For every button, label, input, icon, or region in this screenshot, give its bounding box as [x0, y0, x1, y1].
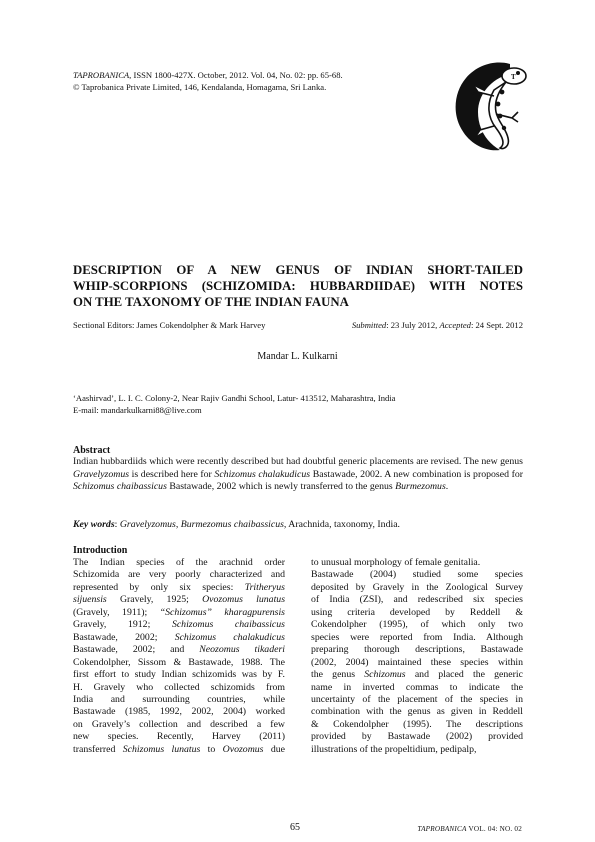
genus-name: Gravelyzomus	[73, 468, 130, 480]
body-line: (Gravely, 1911); “Schizomus” kharagpurensis	[73, 606, 285, 618]
article-title	[73, 263, 523, 310]
abstract-part: Indian hubbardiids which were recently described but had doubtful generic placements are revised. The new genus	[73, 456, 523, 467]
keyword-genus: Gravelyzomus	[119, 519, 176, 530]
body-line: The Indian species of the arachnid order	[73, 557, 285, 568]
abstract-part: .	[445, 481, 449, 493]
body-line: Gravely, 1912; Schizomus chaibassicus	[73, 619, 285, 631]
body-line: of India (ZSI), and redescribed six species	[311, 594, 523, 606]
body-line: transferred Schizomus lunatus to Ovozomus due	[73, 743, 285, 755]
body-line: illustrations of the propeltidium, pedipalp,	[311, 743, 477, 755]
body-line: the genus Schizomus and placed the generic	[311, 669, 523, 681]
submitted-date: : 23 July 2012,	[386, 320, 440, 330]
body-line: on Gravely’s collection and described a few	[73, 718, 285, 730]
footer-journal	[417, 825, 522, 833]
body-line: Cokendolpher, Sissom & Bastawade, 1988. The	[73, 656, 285, 668]
body-line: to unusual morphology of female genitalia.	[311, 557, 481, 568]
body-line: Schizomida are very poorly characterized and	[73, 569, 285, 581]
abstract-text	[73, 456, 523, 494]
title-line-2: WHIP-SCORPIONS (SCHIZOMIDA: HUBBARDIIDAE) WITH NOTES	[73, 278, 523, 293]
body-line: species were reported from India. Although	[311, 631, 523, 643]
body-line: Bastawade (2004) studied some species	[311, 569, 523, 581]
issn-line: , ISSN 1800-427X. October, 2012. Vol. 04, No. 02: pp. 65-68.	[129, 70, 343, 80]
keywords-sep: ,	[175, 519, 181, 530]
body-line: India and surrounding countries, while	[73, 693, 285, 705]
keywords-label: Key words	[73, 519, 115, 530]
svg-text:T: T	[511, 73, 516, 81]
body-line: Bastawade (1985, 1992, 2002, 2004) worked	[73, 706, 285, 718]
editors-line	[73, 320, 523, 330]
title-line-1: DESCRIPTION OF A NEW GENUS OF INDIAN SHORT-TAILED	[73, 263, 523, 277]
sectional-editors: Sectional Editors: James Cokendolpher & Mark Harvey	[73, 320, 266, 330]
species-name: Schizomus chalakudicus	[214, 468, 311, 480]
submission-dates	[352, 320, 523, 330]
body-line: Cokendolpher (1995), of which only two	[311, 619, 523, 631]
body-line: first effort to study Indian schizomids was by F.	[73, 669, 285, 681]
address-line: ‘Aashirvad’, L. I. C. Colony-2, Near Rajiv Gandhi School, Latur- 413512, Maharashtra, India	[73, 393, 396, 403]
body-line: new species. Recently, Harvey (2011)	[73, 731, 285, 743]
journal-logo	[448, 58, 534, 154]
keywords-sep: :	[114, 519, 120, 530]
genus-name: Burmezomus	[395, 481, 446, 493]
species-name: Schizomus chaibassicus	[73, 481, 167, 493]
body-line: Bastawade, 2002; Schizomus chalakudicus	[73, 631, 285, 643]
journal-name: TAPROBANICA	[73, 70, 130, 80]
accepted-label: Accepted	[439, 320, 471, 330]
body-line: deposited by Gravely in the Zoological Survey	[311, 581, 523, 593]
body-line: combination with the genus as given in Reddell	[311, 706, 523, 718]
introduction-heading: Introduction	[73, 545, 128, 556]
body-line: H. Gravely who collected schizomids from	[73, 681, 285, 693]
footer-volume: VOL. 04: NO. 02	[466, 825, 522, 833]
abstract-part: Bastawade, 2002. A new combination is proposed for	[310, 468, 523, 480]
body-line: (2002, 2004) maintained these species within	[311, 656, 523, 668]
keyword-species: Burmezomus chaibassicus	[180, 519, 284, 530]
introduction-column-2	[311, 557, 523, 756]
body-line: name in inverted commas to indicate the	[311, 681, 523, 693]
body-line: using criteria developed by Reddell &	[311, 606, 523, 618]
author-address	[73, 393, 523, 416]
header-citation	[73, 70, 473, 82]
abstract-part: is described here for	[129, 468, 215, 480]
body-line: uncertainty of the placement of the species in	[311, 693, 523, 705]
abstract-part: Bastawade, 2002 which is newly transferred to the genus	[166, 481, 396, 493]
accepted-date: : 24 Sept. 2012	[470, 320, 523, 330]
header-copyright: © Taprobanica Private Limited, 146, Kendalanda, Homagama, Sri Lanka.	[73, 81, 327, 92]
email-line[interactable]: E-mail: mandarkulkarni88@live.com	[73, 404, 202, 415]
body-line: & Cokendolpher (1995). The descriptions	[311, 718, 523, 730]
body-line: Bastawade, 2002; and Neozomus tikaderi	[73, 644, 285, 656]
body-line: provided by Bastawade (2002) provided	[311, 731, 523, 743]
introduction-column-1	[73, 557, 285, 756]
body-line: represented by only six species: Tritheryus	[73, 581, 285, 593]
keywords	[73, 519, 523, 530]
title-line-3: ON THE TAXONOMY OF THE INDIAN FAUNA	[73, 294, 349, 309]
footer-journal-name: TAPROBANICA	[417, 825, 467, 833]
body-line: preparing thorough descriptions, Bastawade	[311, 644, 523, 656]
author-name: Mandar L. Kulkarni	[257, 351, 338, 362]
abstract-heading: Abstract	[73, 445, 111, 456]
journal-header	[73, 70, 473, 93]
submitted-label: Submitted	[351, 320, 387, 330]
page-number: 65	[290, 822, 300, 833]
body-line: sijuensis Gravely, 1925; Ovozomus lunatus	[73, 594, 286, 606]
keywords-rest: , Arachnida, taxonomy, India.	[283, 519, 401, 530]
